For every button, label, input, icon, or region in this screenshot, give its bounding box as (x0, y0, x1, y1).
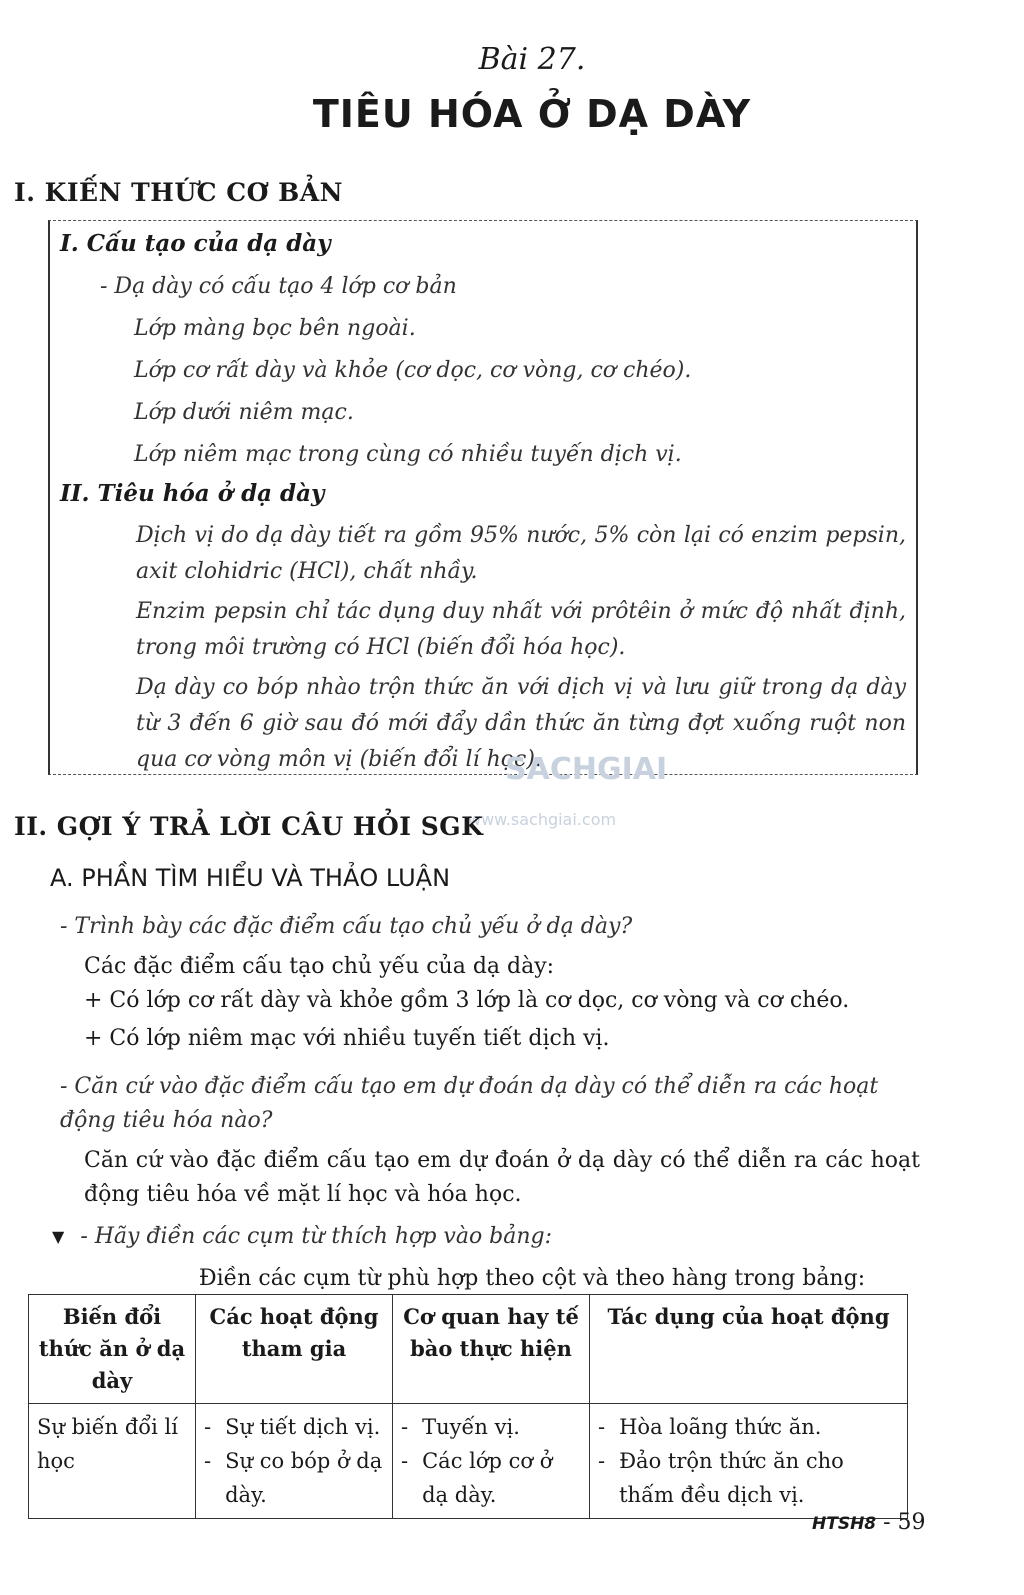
digestion-paragraph: Dạ dày co bóp nhào trộn thức ăn với dịch vị và lưu giữ trong dạ dày từ 3 đến 6 giờ sau đó mới đẩy dần thức ăn từng đợt xuống ruột non qua cơ vòng môn vị (biến đổi lí học). (136, 675, 906, 772)
structure-item: Lớp màng bọc bên ngoài. (134, 316, 416, 341)
lesson-title: TIÊU HÓA Ở DẠ DÀY (312, 92, 752, 136)
table-cell: - Hòa loãng thức ăn. - Đảo trộn thức ăn cho thấm đều dịch vị. (590, 1404, 908, 1519)
question-3: - Hãy điền các cụm từ thích hợp vào bảng: (80, 1224, 553, 1249)
table-header: Biến đổi thức ăn ở dạ dày (29, 1295, 196, 1404)
answer-2: Căn cứ vào đặc điểm cấu tạo em dự đoán ở dạ dày có thể diễn ra các hoạt động tiêu hóa về mặt lí học và hóa học. (84, 1148, 920, 1207)
effect-item: Đảo trộn thức ăn cho thấm đều dịch vị. (619, 1449, 844, 1507)
table-row (29, 1404, 908, 1519)
watermark-logo: SACHGIAI (505, 752, 668, 787)
activity-item: Sự co bóp ở dạ dày. (225, 1449, 383, 1507)
structure-item: Lớp cơ rất dày và khỏe (cơ dọc, cơ vòng, cơ chéo). (134, 358, 692, 383)
question-3-row (52, 1224, 552, 1249)
structure-item: Lớp niêm mạc trong cùng có nhiều tuyến dịch vị. (134, 442, 682, 467)
book-code: HTSH8 (812, 1514, 877, 1534)
part-2-title: II. Tiêu hóa ở dạ dày (60, 480, 325, 507)
triangle-down-icon: ▼ (52, 1227, 65, 1246)
table-header-row (29, 1295, 908, 1404)
structure-item: Lớp dưới niêm mạc. (134, 400, 354, 425)
footer-separator: - (876, 1510, 898, 1535)
table-cell: Sự biến đổi lí học (29, 1404, 196, 1519)
page-number: 59 (897, 1510, 926, 1535)
table-cell: - Sự tiết dịch vị. - Sự co bóp ở dạ dày. (196, 1404, 393, 1519)
question-1: - Trình bày các đặc điểm cấu tạo chủ yếu ở dạ dày? (60, 914, 633, 939)
lesson-number: Bài 27. (478, 42, 586, 77)
digestion-paragraph: Enzim pepsin chỉ tác dụng duy nhất với prôtêin ở mức độ nhất định, trong môi trường có HCl (biến đổi hóa học). (136, 599, 906, 660)
section-2-heading: II. GỢI Ý TRẢ LỜI CÂU HỎI SGK (14, 812, 484, 841)
question-2: - Căn cứ vào đặc điểm cấu tạo em dự đoán dạ dày có thể diễn ra các hoạt động tiêu hóa nào? (60, 1074, 879, 1133)
part-1-title: I. Cấu tạo của dạ dày (60, 230, 331, 257)
page-footer (812, 1510, 926, 1535)
section-1-heading: I. KIẾN THỨC CƠ BẢN (14, 178, 344, 207)
table-cell: - Tuyến vị. - Các lớp cơ ở dạ dày. (393, 1404, 590, 1519)
answer-1-intro: Các đặc điểm cấu tạo chủ yếu của dạ dày: (84, 954, 555, 979)
structure-item: - Dạ dày có cấu tạo 4 lớp cơ bản (100, 274, 457, 299)
organ-item: Tuyến vị. (422, 1415, 520, 1439)
watermark-url: www.sachgiai.com (468, 810, 617, 829)
digestion-table (28, 1294, 908, 1519)
digestion-paragraph: Dịch vị do dạ dày tiết ra gồm 95% nước, 5% còn lại có enzim pepsin, axit clohidric (HCl), chất nhầy. (136, 523, 906, 584)
table-header: Các hoạt động tham gia (196, 1295, 393, 1404)
table-caption: Điền các cụm từ phù hợp theo cột và theo hàng trong bảng: (198, 1266, 866, 1291)
answer-1-item: + Có lớp niêm mạc với nhiều tuyến tiết dịch vị. (84, 1026, 610, 1051)
table-header: Cơ quan hay tế bào thực hiện (393, 1295, 590, 1404)
answer-1-item: + Có lớp cơ rất dày và khỏe gồm 3 lớp là cơ dọc, cơ vòng và cơ chéo. (84, 988, 850, 1013)
effect-item: Hòa loãng thức ăn. (619, 1415, 822, 1439)
activity-item: Sự tiết dịch vị. (225, 1415, 381, 1439)
subsection-a-heading: A. PHẦN TÌM HIỂU VÀ THẢO LUẬN (50, 864, 451, 892)
table-header: Tác dụng của hoạt động (590, 1295, 908, 1404)
organ-item: Các lớp cơ ở dạ dày. (422, 1449, 553, 1507)
